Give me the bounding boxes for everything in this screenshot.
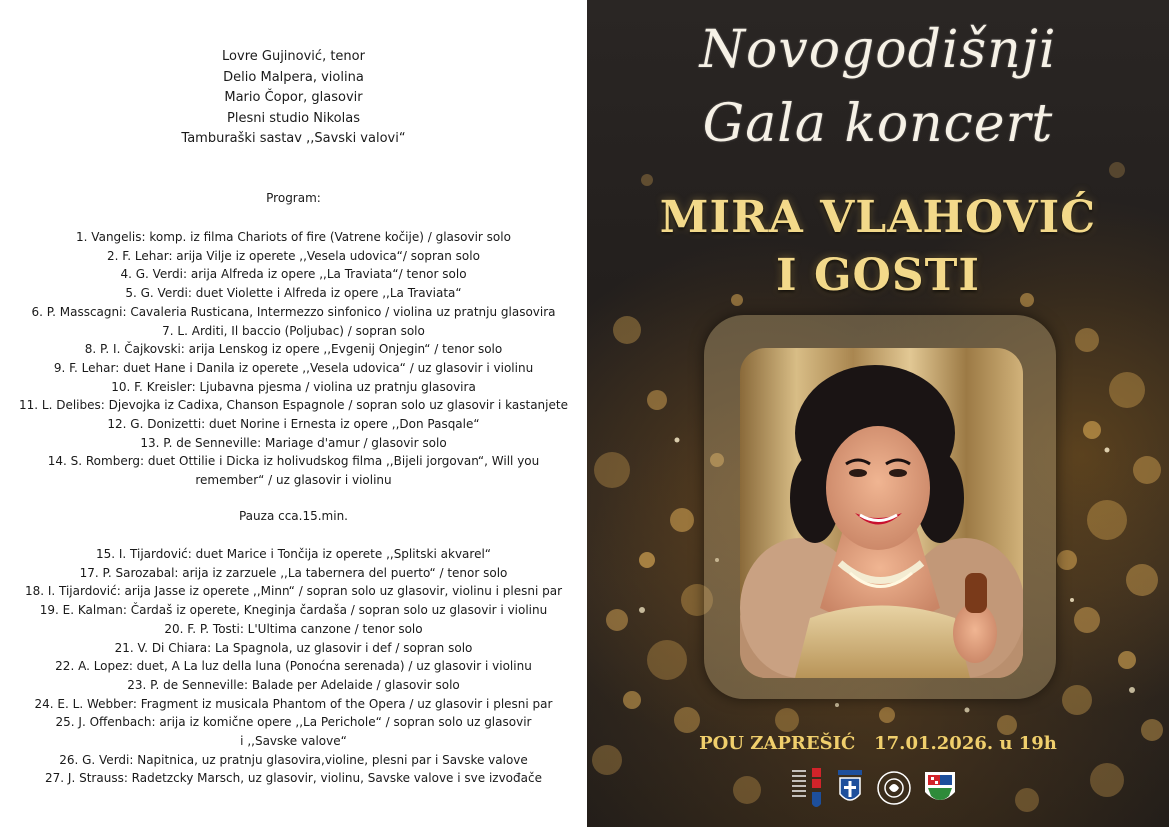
program-item: 11. L. Delibes: Djevojka iz Cadixa, Chanson Espagnole / sopran solo uz glasovir i kastanjete xyxy=(19,398,568,413)
program-item: 7. L. Arditi, Il baccio (Poljubac) / sopran solo xyxy=(162,323,425,338)
program-item: 5. G. Verdi: duet Violette i Alfreda iz opere ,,La Traviata“ xyxy=(125,286,462,301)
sponsor-logos xyxy=(792,766,972,812)
program-item-continuation: i ,,Savske valove“ xyxy=(240,734,347,749)
performer-line: Lovre Gujinović, tenor xyxy=(222,49,365,64)
program-item: 13. P. de Senneville: Mariage d'amur / glasovir solo xyxy=(140,435,447,450)
headliner-name: MIRA VLAHOVIĆ xyxy=(659,192,1097,243)
cultural-center-logo xyxy=(874,766,914,810)
singer-portrait xyxy=(740,348,1023,678)
venue-date-time: POU ZAPREŠIĆ 17.01.2026. u 19h xyxy=(699,733,1057,754)
performers-list xyxy=(0,47,587,150)
program-item: 19. E. Kalman: Čardaš iz operete, Kneginja čardaša / sopran solo uz glasovir i violinu xyxy=(39,603,548,618)
intermission-note: Pauza cca.15.min. xyxy=(238,509,348,523)
program-item: 10. F. Kreisler: Ljubavna pjesma / violina uz pratnju glasovira xyxy=(111,379,476,394)
program-heading: Program: xyxy=(266,191,321,205)
program-item: 4. G. Verdi: arija Alfreda iz opere ,,La Traviata“/ tenor solo xyxy=(120,267,467,282)
performer-line: Tamburaški sastav ,,Savski valovi“ xyxy=(181,131,406,146)
program-item: 8. P. I. Čajkovski: arija Lenskog iz opere ,,Evgenij Onjegin“ / tenor solo xyxy=(84,342,503,357)
performer-line: Delio Malpera, violina xyxy=(223,69,364,85)
county-coat-of-arms-logo xyxy=(922,766,958,810)
program-item: 20. F. P. Tosti: L'Ultima canzone / tenor solo xyxy=(164,621,423,636)
ministry-logo xyxy=(792,766,826,810)
program-item: 15. I. Tijardović: duet Marice i Tončija iz operete ,,Splitski akvarel“ xyxy=(95,547,492,561)
program-item: 18. I. Tijardović: arija Jasse iz operete ,,Minn“ / sopran solo uz glasovir, violinu i plesni par xyxy=(24,584,563,599)
headliner-subtitle: I GOSTI xyxy=(776,250,980,301)
program-item: 6. P. Masscagni: Cavaleria Rusticana, Intermezzo sinfonico / violina uz pratnju glasovira xyxy=(31,304,556,319)
program-item: 22. A. Lopez: duet, A La luz della luna (Ponoćna serenada) / uz glasovir i violinu xyxy=(55,659,532,674)
program-item: 17. P. Sarozabal: arija iz zarzuele ,,La tabernera del puerto“ / tenor solo xyxy=(79,565,508,580)
program-item: 12. G. Donizetti: duet Norine i Ernesta iz opere ,,Don Pasqale“ xyxy=(107,417,480,432)
program-item: 24. E. L. Webber: Fragment iz musicala Phantom of the Opera / uz glasovir i plesni par xyxy=(34,696,553,711)
program-item: 1. Vangelis: komp. iz filma Chariots of fire (Vatrene kočije) / glasovir solo xyxy=(76,230,511,244)
city-coat-of-arms-logo xyxy=(836,766,864,810)
program-item-continuation: remember“ / uz glasovir i violinu xyxy=(195,473,392,488)
program-list-second-half xyxy=(0,545,587,788)
program-item: 26. G. Verdi: Napitnica, uz pratnju glasovira,violine, plesni par i Savske valove xyxy=(59,752,528,767)
program-item: 2. F. Lehar: arija Vilje iz operete ,,Vesela udovica“/ sopran solo xyxy=(107,248,480,263)
program-item: 23. P. de Senneville: Balade per Adelaide / glasovir solo xyxy=(127,677,460,692)
performer-line: Mario Čopor, glasovir xyxy=(224,90,363,105)
program-item: 27. J. Strauss: Radetzcky Marsch, uz glasovir, violinu, Savske valove i sve izvođače xyxy=(45,771,542,786)
program-item: 25. J. Offenbach: arija iz komične opere ,,La Perichole“ / sopran solo uz glasovir xyxy=(55,715,532,730)
program-item: 21. V. Di Chiara: La Spagnola, uz glasovir i def / sopran solo xyxy=(114,640,473,655)
program-list-first-half xyxy=(0,228,587,490)
performer-line: Plesni studio Nikolas xyxy=(227,110,360,126)
program-item: 9. F. Lehar: duet Hane i Danila iz operete ,,Vesela udovica“ / uz glasovir i violinu xyxy=(53,360,534,375)
cover-page xyxy=(587,0,1169,827)
program-item: 14. S. Romberg: duet Ottilie i Dicka iz holivudskog filma ,,Bijeli jorgovan“, Will you xyxy=(47,454,540,469)
event-title-line-2: Gala koncert xyxy=(702,94,1054,154)
event-title-line-1: Novogodišnji xyxy=(699,20,1057,80)
